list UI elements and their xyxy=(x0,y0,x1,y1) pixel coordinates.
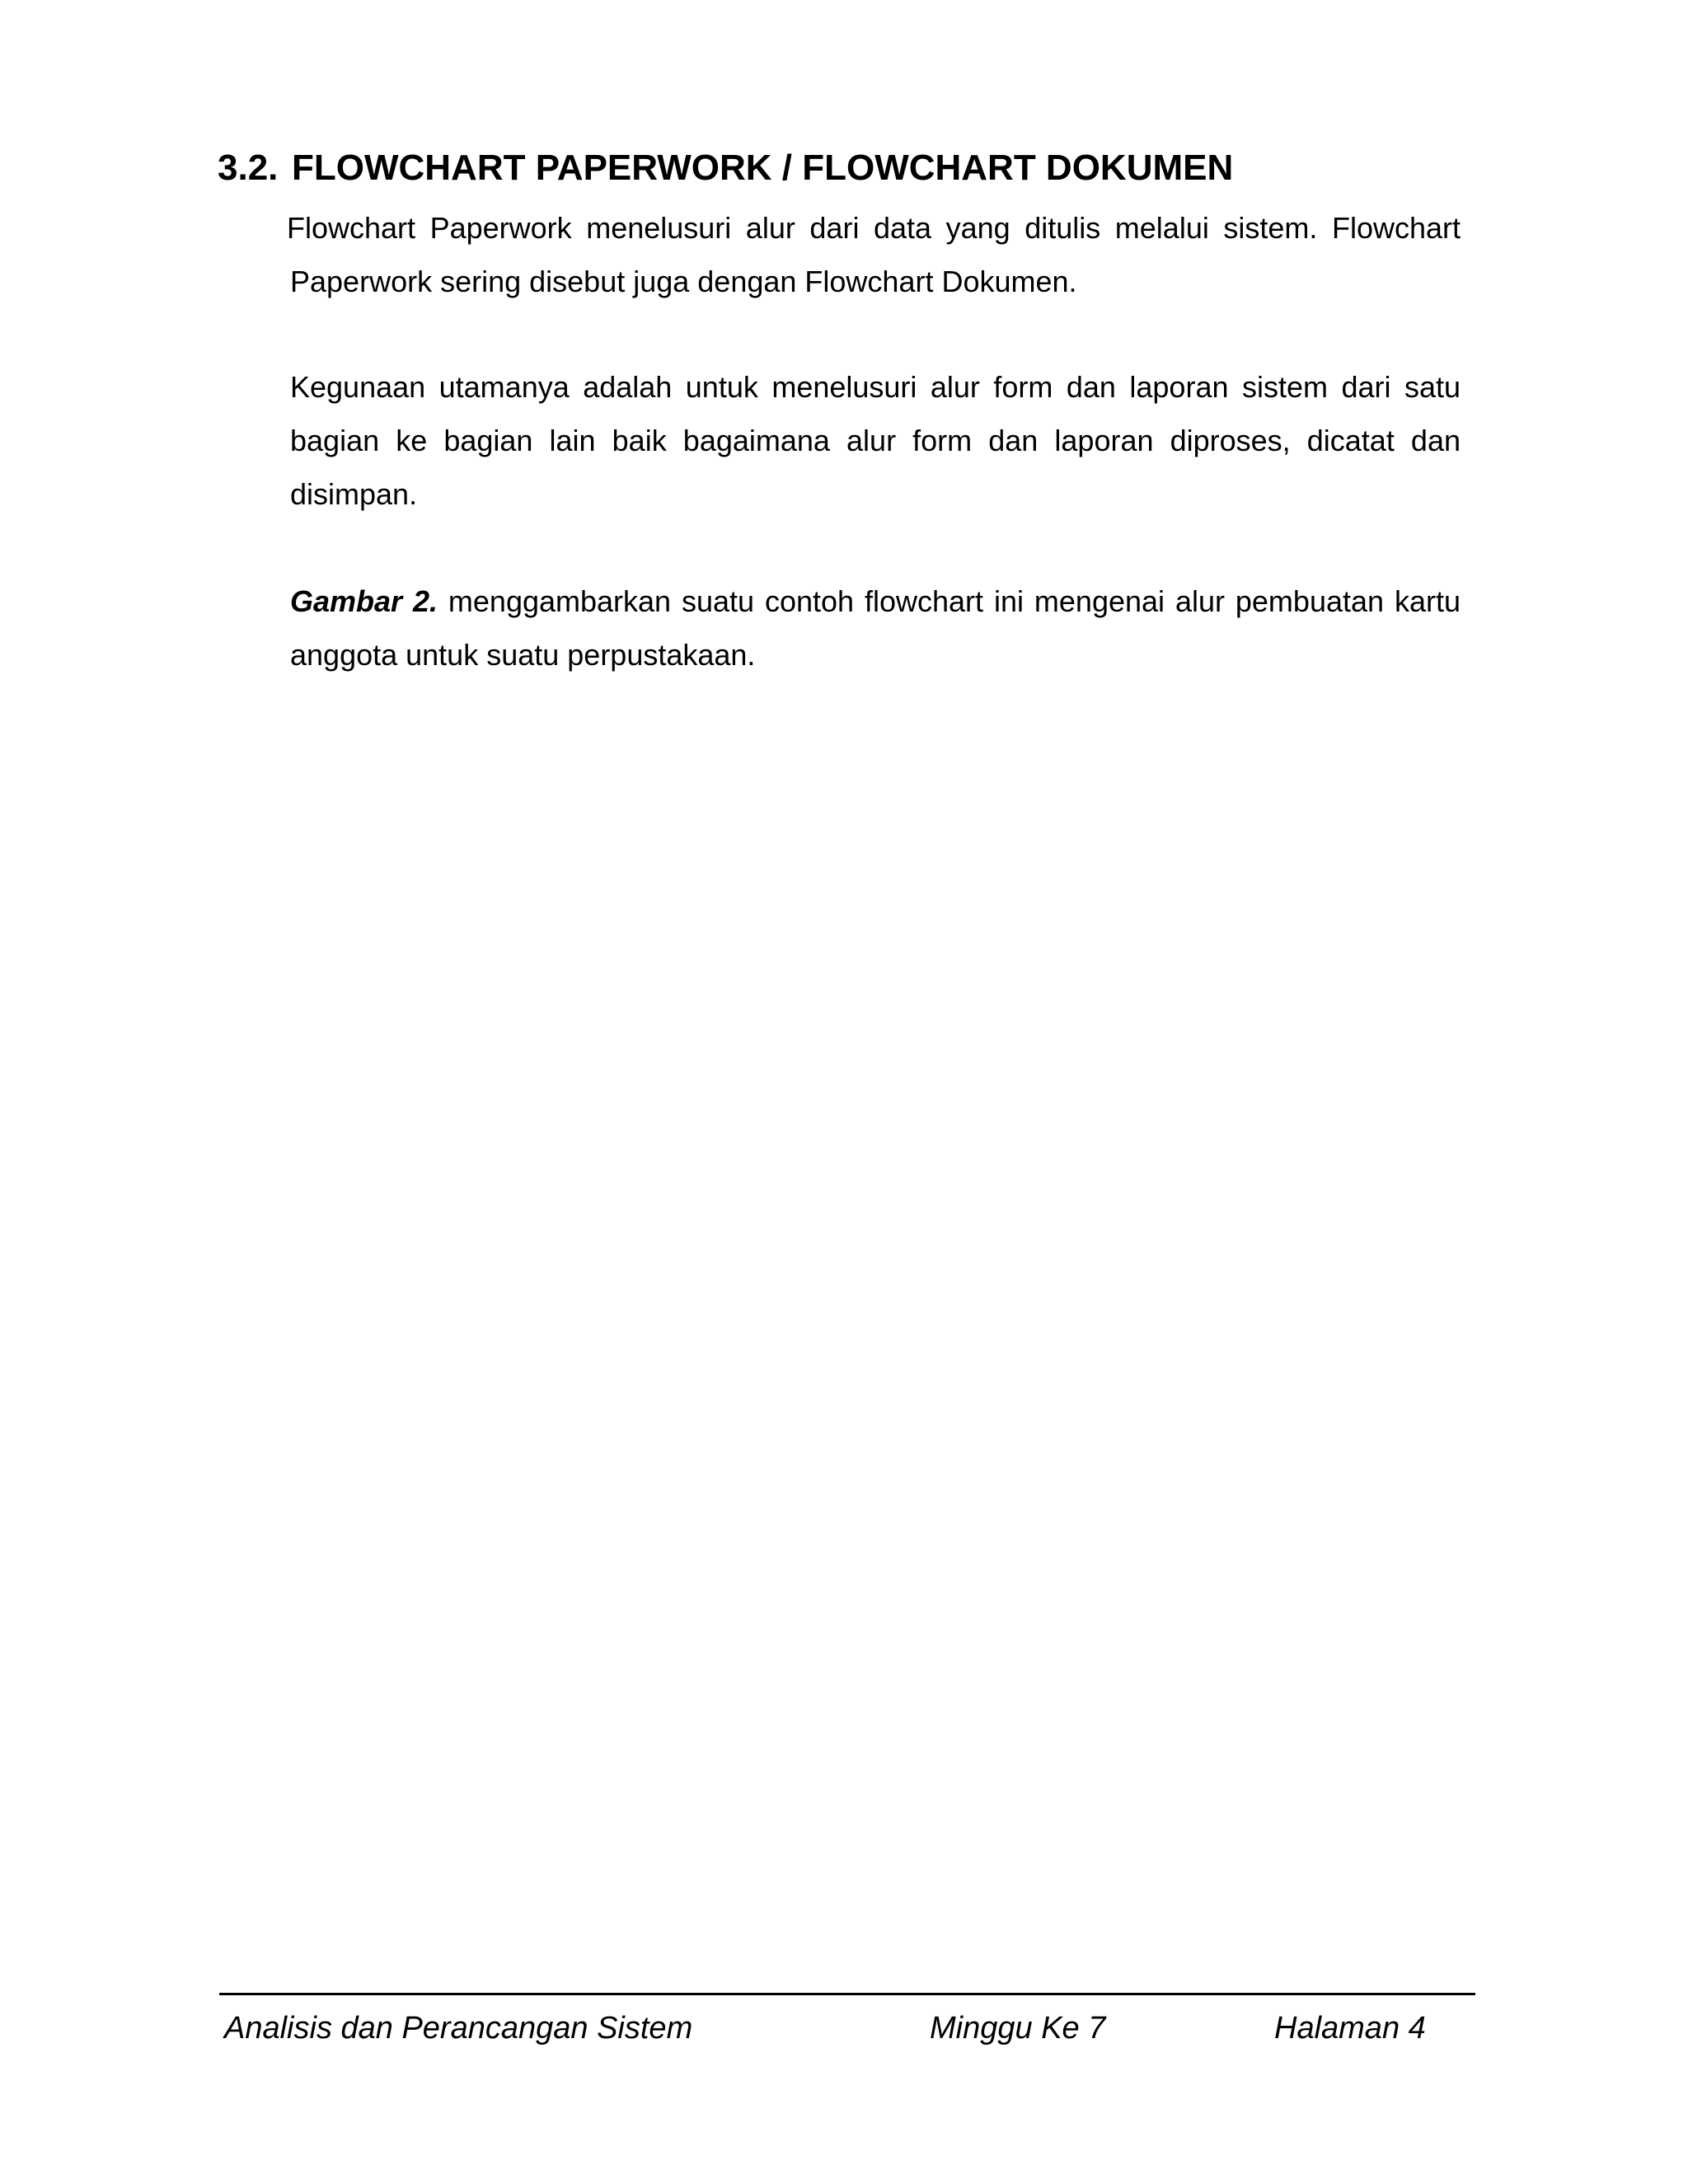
footer-course-title: Analisis dan Perancangan Sistem xyxy=(224,2011,693,2046)
section-title: FLOWCHART PAPERWORK / FLOWCHART DOKUMEN xyxy=(292,148,1234,188)
paragraph-purpose: Kegunaan utamanya adalah untuk menelusuri alur form dan laporan sistem dari satu bagian ke bagian lain baik bagaimana alur form dan laporan diproses, dicatat dan disimpan. xyxy=(290,370,1461,511)
footer-week: Minggu Ke 7 xyxy=(930,2011,1106,2046)
section-heading xyxy=(218,145,1233,191)
paragraph-figure-reference xyxy=(290,574,1461,682)
figure-reference-text: menggambarkan suatu contoh flowchart ini mengenai alur pembuatan kartu anggota untuk suatu perpustakaan. xyxy=(290,584,1461,672)
paragraph-definition: Flowchart Paperwork menelusuri alur dari data yang ditulis melalui sistem. Flowchart Paperwork sering disebut juga dengan Flowchart Dokumen. xyxy=(287,211,1461,298)
footer-page-number: Halaman 4 xyxy=(1274,2011,1426,2046)
figure-reference: Gambar 2. xyxy=(290,584,438,618)
section-number: 3.2. xyxy=(218,148,279,188)
footer-divider xyxy=(219,1993,1475,1995)
